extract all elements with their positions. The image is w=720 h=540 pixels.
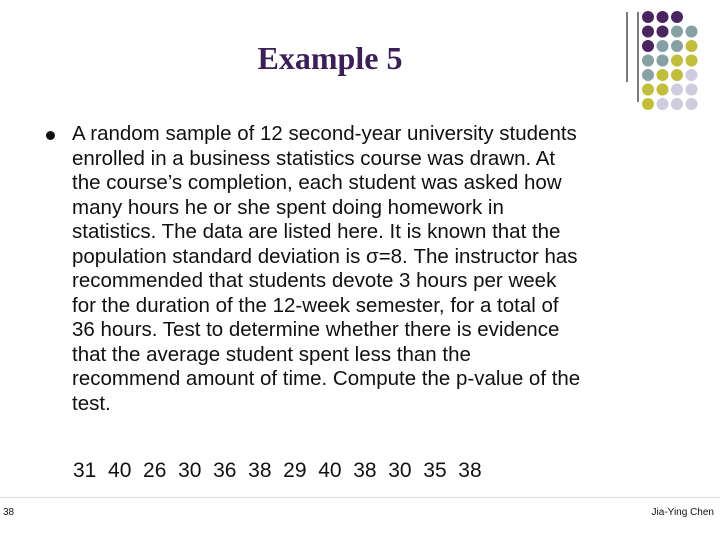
decorative-dot xyxy=(671,84,683,96)
decorative-dot xyxy=(671,11,683,23)
decorative-dot xyxy=(642,55,654,67)
decorative-dot xyxy=(686,55,698,67)
bullet-marker xyxy=(46,131,55,140)
decorative-dot xyxy=(657,84,669,96)
decorative-dot xyxy=(657,26,669,38)
problem-statement: A random sample of 12 second-year university students enrolled in a business statistics course was drawn. At the course’s completion, each student was asked how many hours he or she spent doing homework in statistics. The data are listed here. It is known that the population standard deviation is σ=8. The instructor has recommended that students devote 3 hours per week for the duration of the 12-week semester, for a total of 36 hours. Test to determine whether there is evidence that the average student spent less than the recommend amount of time. Compute the p-value of the test. xyxy=(72,122,581,415)
decorative-dot xyxy=(686,26,698,38)
decorative-dot xyxy=(686,40,698,52)
decorative-dot xyxy=(671,98,683,110)
decorative-dot xyxy=(657,55,669,67)
slide-title: Example 5 xyxy=(257,40,403,76)
footer-divider xyxy=(0,497,720,498)
decorative-dot xyxy=(686,69,698,81)
author-name: Jia-Ying Chen xyxy=(651,507,714,518)
decorative-dot xyxy=(657,98,669,110)
decorative-dot xyxy=(657,11,669,23)
decorative-dot xyxy=(657,69,669,81)
decorative-dot xyxy=(686,84,698,96)
page-number: 38 xyxy=(3,507,15,518)
decorative-dot-grid xyxy=(0,0,720,120)
decorative-dot xyxy=(642,26,654,38)
decorative-dot xyxy=(686,98,698,110)
decorative-dot xyxy=(642,69,654,81)
decorative-dot xyxy=(657,40,669,52)
decorative-dot xyxy=(671,26,683,38)
data-values: 31 40 26 30 36 38 29 40 38 30 35 38 xyxy=(73,459,482,482)
decorative-dot xyxy=(671,40,683,52)
decorative-dot xyxy=(642,11,654,23)
decorative-dot xyxy=(642,84,654,96)
decorative-dot xyxy=(642,98,654,110)
decorative-dot xyxy=(671,69,683,81)
decorative-dot xyxy=(671,55,683,67)
decorative-dot xyxy=(642,40,654,52)
